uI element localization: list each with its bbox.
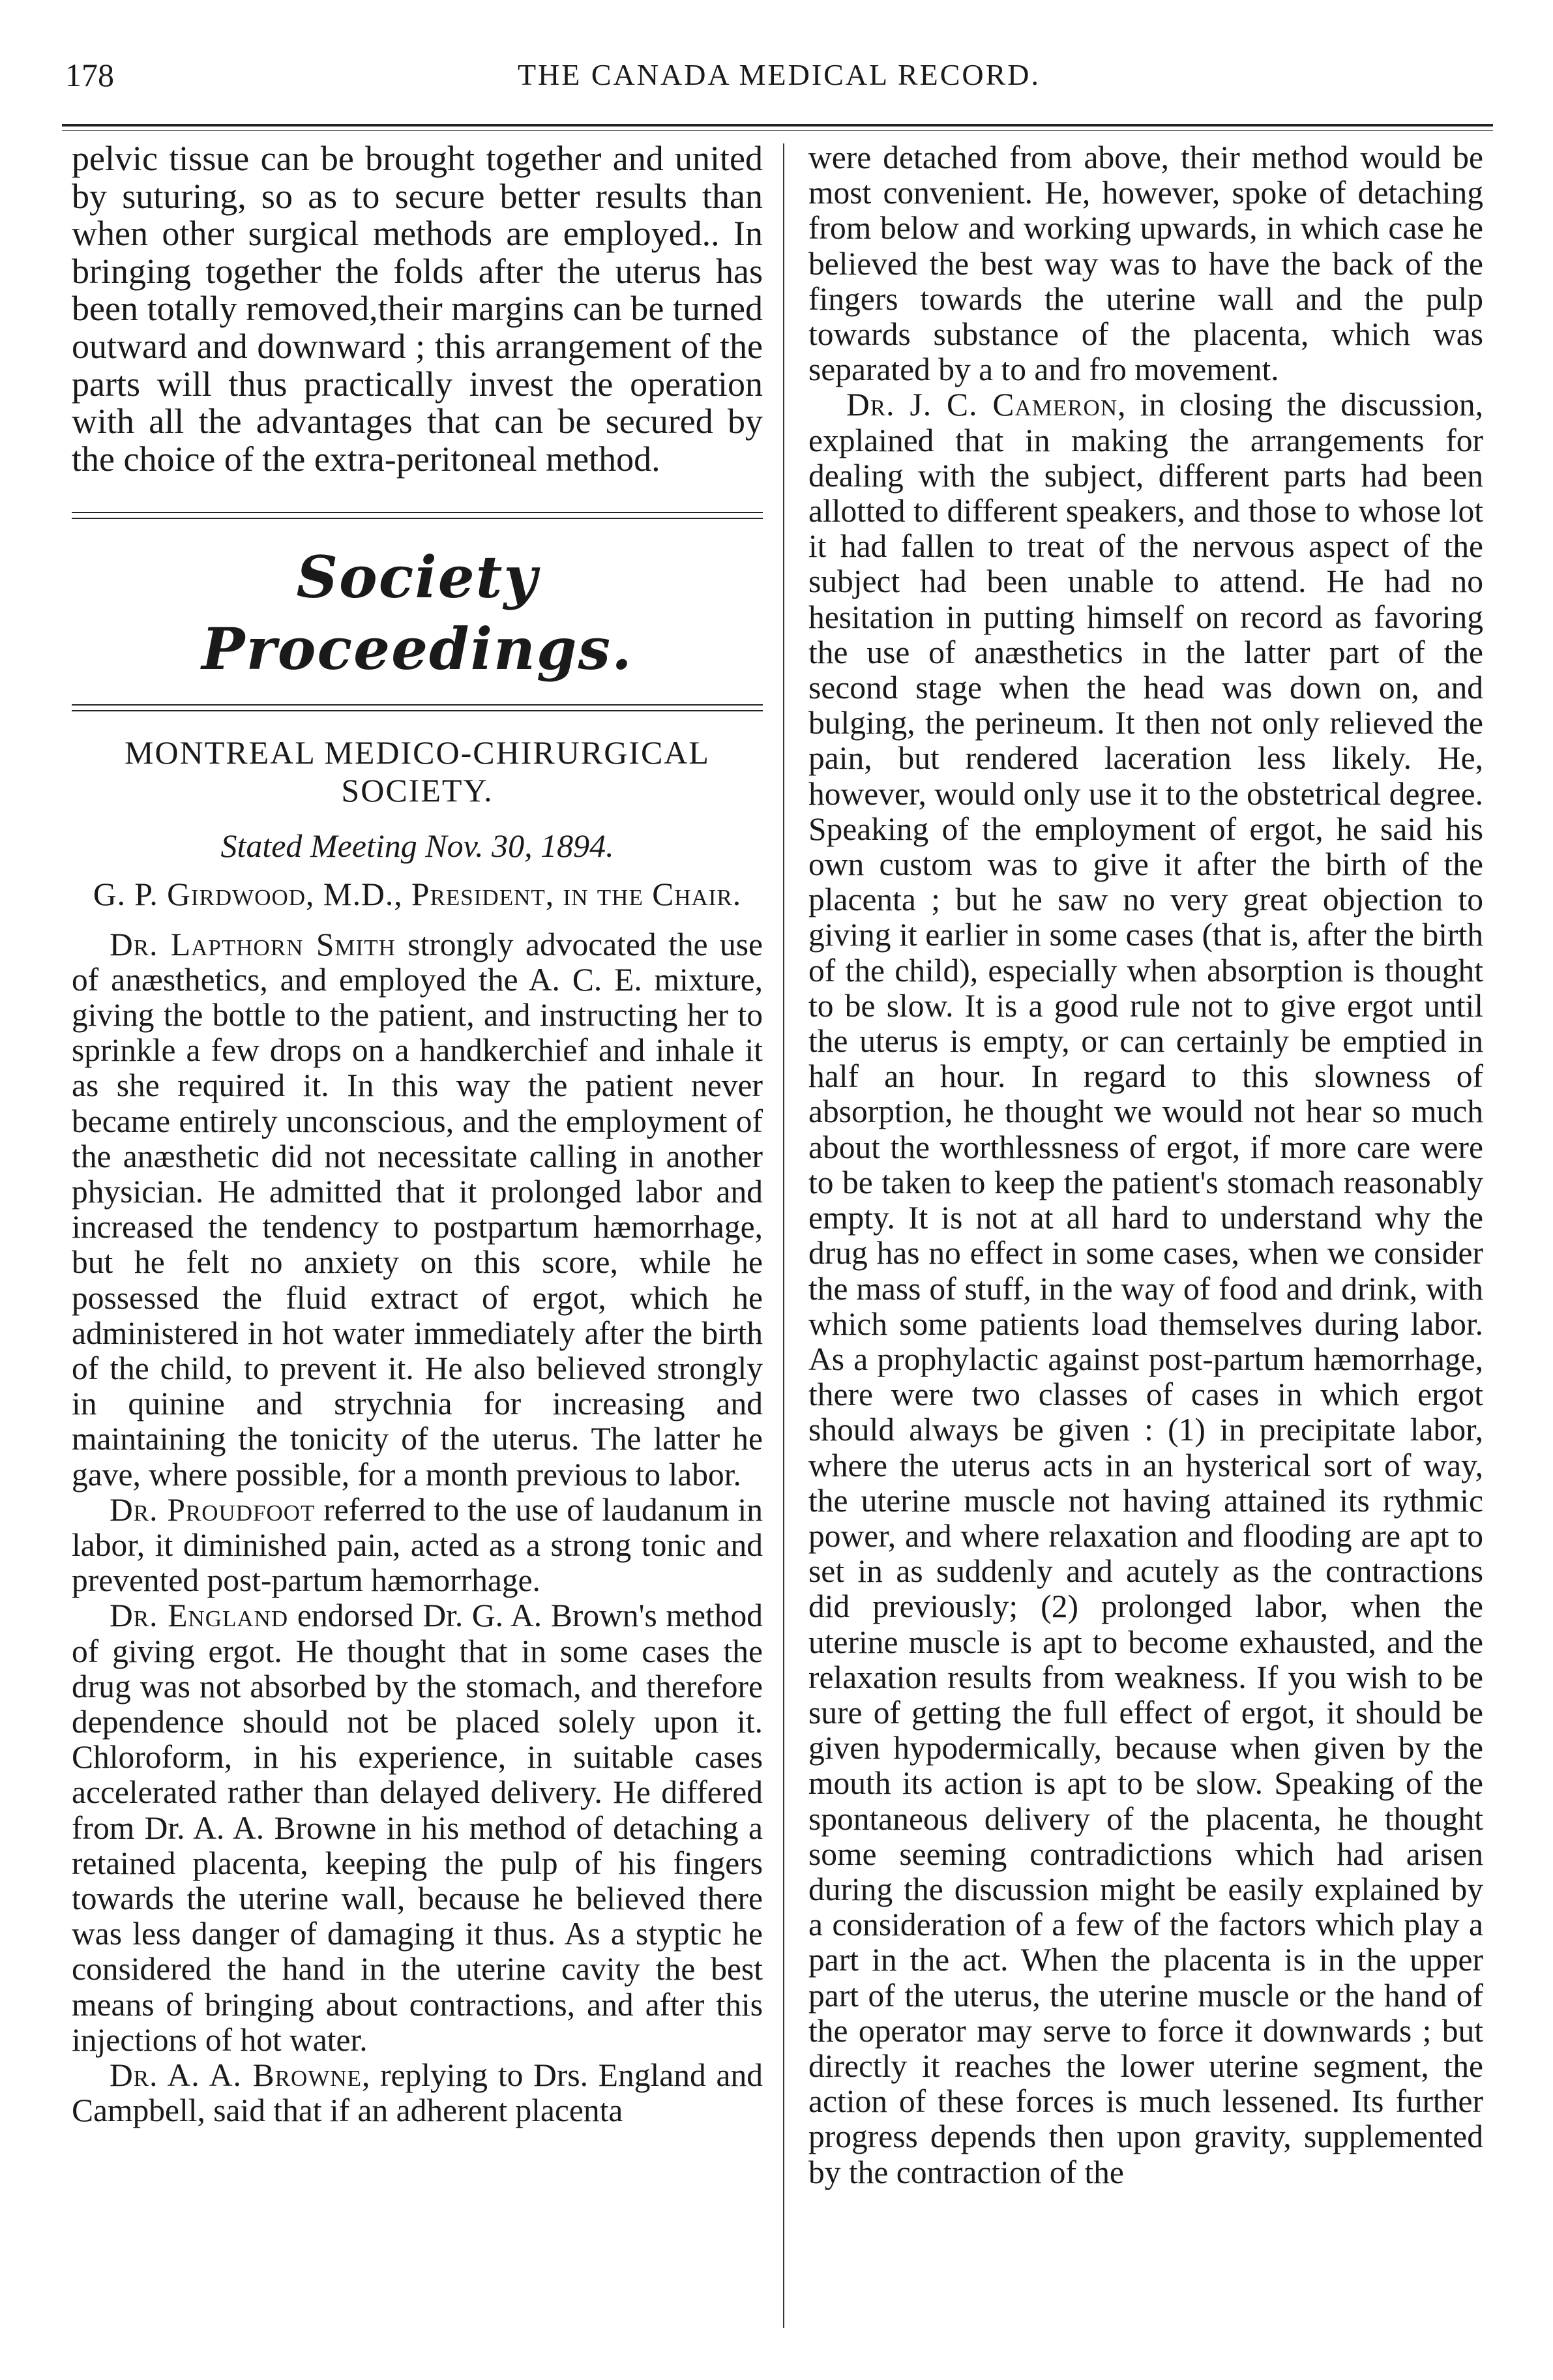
speaker-name: Dr. Lapthorn Smith — [110, 926, 396, 962]
paragraph-text: referred to the use of laudanum in labor, it diminished pain, acted as a strong tonic and prevented post-partum hæmorrhage. — [72, 1491, 763, 1599]
paragraph-lapthorn-smith — [72, 927, 763, 1493]
paragraph-text: , replying to Drs. England and Campbell, said that if an adherent placenta — [72, 2057, 763, 2129]
paragraph-text: endorsed Dr. G. A. Brown's method of giving ergot. He thought that in some cases the drug was not absorbed by the stomach, and therefore dependence should not be placed solely upon it. Chloroform, in his experience, in suitable cases accelerated rather than delayed delivery. He differed from Dr. A. A. Browne in his method of detaching a retained placenta, keeping the pulp of his fingers towards the uterine wall, because he believed there was less danger of damaging it thus. As a styptic he considered the hand in the uterine cavity the best means of bringing about contractions, and after this injections of hot water. — [72, 1598, 763, 2058]
page-header — [65, 52, 1493, 98]
speaker-name: Dr. England — [110, 1598, 289, 1634]
paragraph-england — [72, 1598, 763, 2058]
paragraph-browne — [72, 2058, 763, 2128]
page-number: 178 — [65, 57, 114, 93]
lead-paragraph: pelvic tissue can be brought together and united by suturing, so as to secure better results than when other surgical methods are employed.. In bringing together the folds after the uterus has been totally removed,their margins can be turned outward and downward ; this arrangement of the parts will thus practically invest the operation with all the advantages that can be secured by the choice of the extra-peritoneal method. — [72, 140, 763, 479]
paragraph-proudfoot — [72, 1493, 763, 1599]
section-heading: Society Proceedings. — [201, 543, 633, 683]
meeting-date: Stated Meeting Nov. 30, 1894. — [220, 827, 614, 865]
paragraph-text: , in closing the discussion, explained that in making the arrangements for dealing with the subject, different parts had been allotted to different speakers, and those to whose lot it had fallen to treat of the nervous aspect of the subject had been unable to attend. He had no hesitation in putting himself on record as favoring the use of anæsthetics in the latter part of the second stage when the head was down on, and bulging, the perineum. It then not only relieved the pain, but rendered laceration less likely. He, however, would only use it to the obstetrical degree. Speaking of the employment of ergot, he said his own custom was to give it after the birth of the placenta ; but he saw no very great objection to giving it earlier in some cases (that is, after the birth of the child), especially when absorption is thought to be slow. It is a good rule not to give ergot until the uterus is empty, or can certainly be emptied in half an hour. In regard to this slowness of absorption, he thought we would not hear so much about the worthlessness of ergot, if more care were to be taken to keep the patient's stomach reasonably empty. It is not at all hard to understand why the drug has no effect in some cases, when we consider the mass of stuff, in the way of food and drink, with which some patients load themselves during labor. As a prophylactic against post-partum hæmorrhage, there were two classes of cases in which ergot should always be given : (1) in precipitate labor, where the uterus acts in an hysterical sort of way, the uterine muscle not having attained its rythmic power, and where relaxation and flooding are apt to set in as suddenly and acutely as the contractions did previously; (2) prolonged labor, when the uterine muscle is apt to become exhausted, and the relaxation results from weakness. If you wish to be sure of getting the full effect of ergot, it should be given hypodermically, because when given by the mouth its action is apt to be slow. Speaking of the spontaneous delivery of the placenta, he thought some seeming contradictions which had arisen during the discussion might be easily explained by a consideration of a few of the factors which play a part in the act. When the placenta is in the upper part of the uterus, the uterine muscle or the hand of the operator may serve to force it downwards ; but directly it reaches the lower uterine segment, the action of these forces is much lessened. Its further progress depends then upon gravity, supplemented by the contraction of the — [808, 387, 1483, 2190]
section-rule-bottom — [72, 704, 763, 711]
right-column — [808, 140, 1483, 2338]
chair-line: G. P. Girdwood, M.D., President, in the Chair. — [93, 876, 742, 913]
paragraph-text: were detached from above, their method would be most convenient. He, however, spoke of detaching from below and working upwards, in which case he believed the best way was to have the back of the fingers towards the uterine wall and the pulp towards substance of the placenta, which was separated by a to and fro movement. — [808, 140, 1483, 388]
paragraph-continuation — [808, 140, 1483, 387]
speaker-name: Dr. J. C. Cameron — [846, 387, 1118, 423]
society-name: MONTREAL MEDICO-CHIRURGICAL SOCIETY. — [125, 734, 710, 809]
column-divider — [783, 143, 784, 2328]
running-head: THE CANADA MEDICAL RECORD. — [517, 58, 1041, 91]
speaker-name: Dr. A. A. Browne — [110, 2057, 362, 2094]
paragraph-text: strongly advocated the use of anæsthetics, and employed the A. C. E. mixture, giving the bottle to the patient, and instructing her to sprinkle a few drops on a handkerchief and inhale it as she required it. In this way the patient never became entirely unconscious, and the employment of the anæsthetic did not necessitate calling in another physician. He admitted that it prolonged labor and increased the tendency to postpartum hæmorrhage, but he felt no anxiety on this score, while he possessed the fluid extract of ergot, which he administered in hot water immediately after the birth of the child, to prevent it. He also believed strongly in quinine and strychnia for increasing and maintaining the tonicity of the uterus. The latter he gave, where possible, for a month previous to labor. — [72, 926, 763, 1493]
paragraph-cameron — [808, 387, 1483, 2190]
section-rule-top — [72, 512, 763, 519]
left-column — [72, 140, 763, 2338]
speaker-name: Dr. Proudfoot — [110, 1491, 316, 1528]
header-rule — [62, 124, 1493, 131]
